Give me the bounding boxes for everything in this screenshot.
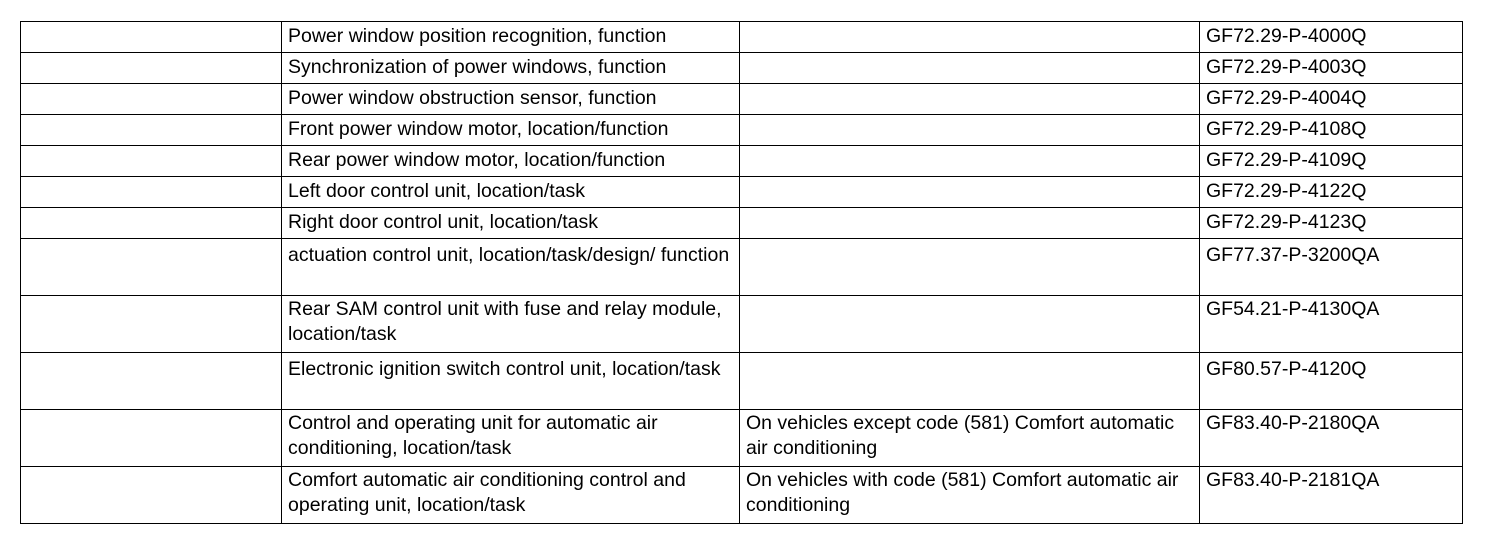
description-cell: Right door control unit, location/task <box>282 208 740 239</box>
condition-cell <box>740 84 1200 115</box>
reference-link[interactable]: GF72.29-P-4122Q <box>1200 177 1463 208</box>
blank-cell <box>21 353 282 410</box>
description-cell: Power window position recognition, function <box>282 22 740 53</box>
blank-cell <box>21 467 282 524</box>
description-cell: Comfort automatic air conditioning control and operating unit, location/task <box>282 467 740 524</box>
condition-cell <box>740 296 1200 353</box>
blank-cell <box>21 410 282 467</box>
description-cell: Electronic ignition switch control unit, location/task <box>282 353 740 410</box>
blank-cell <box>21 208 282 239</box>
description-cell: Rear power window motor, location/function <box>282 146 740 177</box>
reference-link[interactable]: GF72.29-P-4108Q <box>1200 115 1463 146</box>
blank-cell <box>21 177 282 208</box>
condition-cell <box>740 146 1200 177</box>
condition-cell <box>740 53 1200 84</box>
reference-link[interactable]: GF72.29-P-4109Q <box>1200 146 1463 177</box>
reference-link[interactable]: GF72.29-P-4123Q <box>1200 208 1463 239</box>
description-cell: Rear SAM control unit with fuse and relay module, location/task <box>282 296 740 353</box>
description-cell: Front power window motor, location/function <box>282 115 740 146</box>
reference-table <box>20 21 1463 524</box>
description-cell: Synchronization of power windows, function <box>282 53 740 84</box>
reference-link[interactable]: GF83.40-P-2181QA <box>1200 467 1463 524</box>
reference-link[interactable]: GF80.57-P-4120Q <box>1200 353 1463 410</box>
blank-cell <box>21 239 282 296</box>
table-row <box>21 296 1463 353</box>
blank-cell <box>21 115 282 146</box>
condition-cell <box>740 22 1200 53</box>
table-row <box>21 410 1463 467</box>
description-cell: Power window obstruction sensor, function <box>282 84 740 115</box>
condition-cell <box>740 208 1200 239</box>
condition-cell <box>740 115 1200 146</box>
description-cell: Control and operating unit for automatic air conditioning, location/task <box>282 410 740 467</box>
blank-cell <box>21 53 282 84</box>
condition-cell <box>740 353 1200 410</box>
table-row <box>21 115 1463 146</box>
blank-cell <box>21 296 282 353</box>
table-row <box>21 353 1463 410</box>
table-row <box>21 53 1463 84</box>
reference-link[interactable]: GF72.29-P-4004Q <box>1200 84 1463 115</box>
description-cell: actuation control unit, location/task/design/ function <box>282 239 740 296</box>
table-row <box>21 84 1463 115</box>
condition-cell <box>740 239 1200 296</box>
blank-cell <box>21 84 282 115</box>
table-row <box>21 22 1463 53</box>
table-row <box>21 239 1463 296</box>
condition-cell: On vehicles except code (581) Comfort automatic air conditioning <box>740 410 1200 467</box>
reference-link[interactable]: GF72.29-P-4000Q <box>1200 22 1463 53</box>
table-row <box>21 208 1463 239</box>
table-row <box>21 177 1463 208</box>
table-row <box>21 146 1463 177</box>
table-row <box>21 467 1463 524</box>
reference-link[interactable]: GF72.29-P-4003Q <box>1200 53 1463 84</box>
condition-cell: On vehicles with code (581) Comfort automatic air conditioning <box>740 467 1200 524</box>
blank-cell <box>21 146 282 177</box>
description-cell: Left door control unit, location/task <box>282 177 740 208</box>
condition-cell <box>740 177 1200 208</box>
reference-link[interactable]: GF83.40-P-2180QA <box>1200 410 1463 467</box>
reference-link[interactable]: GF54.21-P-4130QA <box>1200 296 1463 353</box>
blank-cell <box>21 22 282 53</box>
reference-link[interactable]: GF77.37-P-3200QA <box>1200 239 1463 296</box>
